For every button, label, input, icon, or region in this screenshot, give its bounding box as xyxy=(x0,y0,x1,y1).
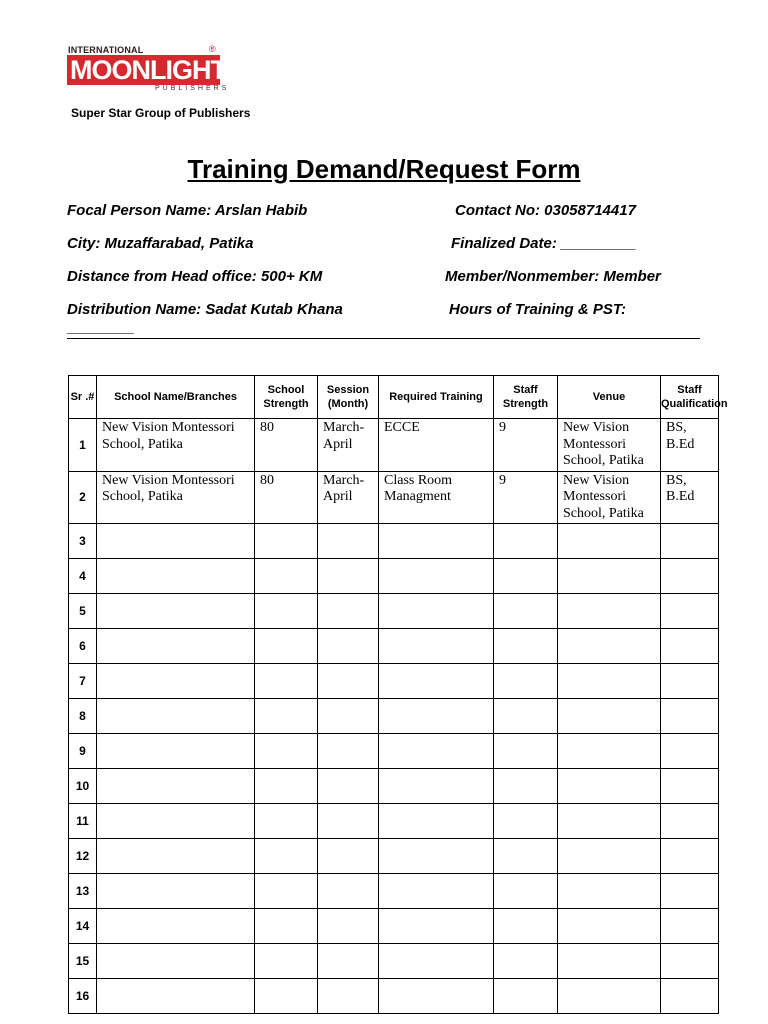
cell-required-training xyxy=(379,734,494,769)
cell-required-training xyxy=(379,559,494,594)
header-required-training: Required Training xyxy=(379,376,494,419)
cell-school-name xyxy=(97,699,255,734)
cell-school-strength xyxy=(255,524,318,559)
cell-school-name xyxy=(97,944,255,979)
cell-school-strength xyxy=(255,629,318,664)
cell-venue xyxy=(558,524,661,559)
cell-session: March-April xyxy=(318,471,379,524)
cell-staff-qualification xyxy=(661,839,719,874)
cell-staff-qualification xyxy=(661,874,719,909)
cell-venue xyxy=(558,804,661,839)
member-field: Member/Nonmember: Member xyxy=(445,268,661,285)
registered-mark: ® xyxy=(209,44,216,54)
cell-staff-qualification xyxy=(661,734,719,769)
group-name: Super Star Group of Publishers xyxy=(71,106,251,120)
finalized-date-field: Finalized Date: _________ xyxy=(451,235,637,252)
table-row xyxy=(69,629,719,664)
cell-required-training xyxy=(379,769,494,804)
cell-session xyxy=(318,524,379,559)
cell-staff-strength xyxy=(494,804,558,839)
cell-session xyxy=(318,629,379,664)
cell-venue: New Vision Montessori School, Patika xyxy=(558,471,661,524)
cell-school-strength xyxy=(255,874,318,909)
cell-school-strength xyxy=(255,734,318,769)
cell-sr: 13 xyxy=(69,874,97,909)
cell-sr: 2 xyxy=(69,471,97,524)
distribution-field: Distribution Name: Sadat Kutab Khana xyxy=(67,301,343,318)
cell-school-name xyxy=(97,874,255,909)
cell-required-training xyxy=(379,629,494,664)
cell-required-training: Class Room Managment xyxy=(379,471,494,524)
cell-sr: 1 xyxy=(69,419,97,472)
cell-school-name xyxy=(97,524,255,559)
cell-school-strength xyxy=(255,944,318,979)
table-row xyxy=(69,874,719,909)
cell-staff-strength xyxy=(494,629,558,664)
cell-school-strength: 80 xyxy=(255,471,318,524)
cell-school-strength xyxy=(255,839,318,874)
table-row xyxy=(69,664,719,699)
cell-school-name xyxy=(97,734,255,769)
blank-line-text: ________ xyxy=(67,319,134,336)
cell-venue xyxy=(558,979,661,1014)
cell-school-name xyxy=(97,664,255,699)
cell-staff-qualification xyxy=(661,664,719,699)
table-row xyxy=(69,804,719,839)
cell-school-name xyxy=(97,769,255,804)
cell-sr: 6 xyxy=(69,629,97,664)
header-staff-qualification: Staff Qualification xyxy=(661,376,719,419)
cell-school-strength xyxy=(255,664,318,699)
cell-session xyxy=(318,979,379,1014)
cell-school-name xyxy=(97,804,255,839)
cell-session: March-April xyxy=(318,419,379,472)
cell-required-training xyxy=(379,874,494,909)
cell-sr: 8 xyxy=(69,699,97,734)
cell-school-name: New Vision Montessori School, Patika xyxy=(97,471,255,524)
cell-sr: 15 xyxy=(69,944,97,979)
cell-staff-strength xyxy=(494,874,558,909)
cell-staff-strength xyxy=(494,909,558,944)
cell-session xyxy=(318,944,379,979)
cell-staff-strength xyxy=(494,594,558,629)
header-sr: Sr .# xyxy=(69,376,97,419)
cell-staff-qualification xyxy=(661,629,719,664)
cell-required-training xyxy=(379,979,494,1014)
cell-venue xyxy=(558,839,661,874)
publisher-logo xyxy=(67,44,230,96)
contact-field: Contact No: 03058714417 xyxy=(455,202,636,219)
cell-staff-qualification: BS, B.Ed xyxy=(661,419,719,472)
cell-staff-strength xyxy=(494,699,558,734)
cell-staff-strength xyxy=(494,839,558,874)
header-venue: Venue xyxy=(558,376,661,419)
cell-school-name xyxy=(97,629,255,664)
cell-staff-strength xyxy=(494,944,558,979)
cell-session xyxy=(318,594,379,629)
cell-school-name xyxy=(97,839,255,874)
cell-venue xyxy=(558,944,661,979)
table-row xyxy=(69,699,719,734)
cell-sr: 7 xyxy=(69,664,97,699)
cell-sr: 16 xyxy=(69,979,97,1014)
cell-required-training xyxy=(379,524,494,559)
cell-session xyxy=(318,734,379,769)
table-header-row xyxy=(69,376,719,419)
form-title xyxy=(0,154,768,185)
cell-venue xyxy=(558,559,661,594)
cell-school-strength xyxy=(255,559,318,594)
cell-staff-qualification xyxy=(661,559,719,594)
cell-staff-strength xyxy=(494,559,558,594)
cell-staff-qualification xyxy=(661,909,719,944)
cell-sr: 14 xyxy=(69,909,97,944)
cell-school-name xyxy=(97,909,255,944)
separator-line xyxy=(67,338,700,339)
cell-school-strength xyxy=(255,909,318,944)
table-row xyxy=(69,839,719,874)
cell-required-training xyxy=(379,909,494,944)
logo-subtext: PUBLISHERS xyxy=(155,85,230,92)
cell-sr: 4 xyxy=(69,559,97,594)
cell-staff-qualification xyxy=(661,804,719,839)
table-row xyxy=(69,471,719,524)
cell-school-name xyxy=(97,594,255,629)
cell-required-training xyxy=(379,804,494,839)
cell-staff-strength xyxy=(494,734,558,769)
city-field: City: Muzaffarabad, Patika xyxy=(67,235,254,252)
cell-required-training: ECCE xyxy=(379,419,494,472)
cell-staff-strength xyxy=(494,769,558,804)
table-row xyxy=(69,594,719,629)
cell-staff-qualification xyxy=(661,944,719,979)
training-table xyxy=(68,375,728,1014)
cell-venue xyxy=(558,769,661,804)
cell-sr: 11 xyxy=(69,804,97,839)
cell-venue: New Vision Montessori School, Patika xyxy=(558,419,661,472)
table-row xyxy=(69,734,719,769)
cell-required-training xyxy=(379,594,494,629)
cell-staff-qualification xyxy=(661,524,719,559)
cell-staff-strength: 9 xyxy=(494,419,558,472)
logo-wordmark: MOONLIGHT xyxy=(70,55,226,85)
cell-staff-qualification xyxy=(661,769,719,804)
cell-session xyxy=(318,839,379,874)
cell-school-strength xyxy=(255,979,318,1014)
table-row xyxy=(69,909,719,944)
cell-required-training xyxy=(379,944,494,979)
cell-venue xyxy=(558,664,661,699)
cell-session xyxy=(318,664,379,699)
cell-staff-qualification xyxy=(661,594,719,629)
cell-venue xyxy=(558,734,661,769)
cell-session xyxy=(318,559,379,594)
cell-school-strength: 80 xyxy=(255,419,318,472)
cell-school-strength xyxy=(255,769,318,804)
cell-school-name: New Vision Montessori School, Patika xyxy=(97,419,255,472)
header-school-name: School Name/Branches xyxy=(97,376,255,419)
cell-staff-strength: 9 xyxy=(494,471,558,524)
form-title-text: Training Demand/Request Form xyxy=(187,154,581,184)
table-row xyxy=(69,419,719,472)
cell-venue xyxy=(558,699,661,734)
cell-school-name xyxy=(97,559,255,594)
cell-venue xyxy=(558,909,661,944)
cell-staff-qualification xyxy=(661,699,719,734)
cell-session xyxy=(318,909,379,944)
logo-top-text: INTERNATIONAL xyxy=(68,45,144,55)
distance-field: Distance from Head office: 500+ KM xyxy=(67,268,323,285)
cell-session xyxy=(318,874,379,909)
cell-school-name xyxy=(97,979,255,1014)
cell-session xyxy=(318,804,379,839)
focal-person-field: Focal Person Name: Arslan Habib xyxy=(67,202,308,219)
table-row xyxy=(69,559,719,594)
cell-required-training xyxy=(379,664,494,699)
cell-venue xyxy=(558,874,661,909)
header-session: Session (Month) xyxy=(318,376,379,419)
cell-session xyxy=(318,699,379,734)
cell-sr: 10 xyxy=(69,769,97,804)
cell-staff-qualification: BS, B.Ed xyxy=(661,471,719,524)
cell-staff-strength xyxy=(494,979,558,1014)
cell-school-strength xyxy=(255,699,318,734)
hours-field: Hours of Training & PST: xyxy=(449,301,626,318)
cell-sr: 5 xyxy=(69,594,97,629)
header-staff-strength: Staff Strength xyxy=(494,376,558,419)
header-school-strength: School Strength xyxy=(255,376,318,419)
cell-required-training xyxy=(379,699,494,734)
table-row xyxy=(69,979,719,1014)
cell-staff-qualification xyxy=(661,979,719,1014)
cell-sr: 12 xyxy=(69,839,97,874)
cell-school-strength xyxy=(255,594,318,629)
cell-sr: 9 xyxy=(69,734,97,769)
cell-sr: 3 xyxy=(69,524,97,559)
cell-school-strength xyxy=(255,804,318,839)
cell-venue xyxy=(558,594,661,629)
cell-required-training xyxy=(379,839,494,874)
cell-staff-strength xyxy=(494,524,558,559)
cell-staff-strength xyxy=(494,664,558,699)
cell-session xyxy=(318,769,379,804)
table-row xyxy=(69,769,719,804)
table-row xyxy=(69,944,719,979)
cell-venue xyxy=(558,629,661,664)
table-row xyxy=(69,524,719,559)
